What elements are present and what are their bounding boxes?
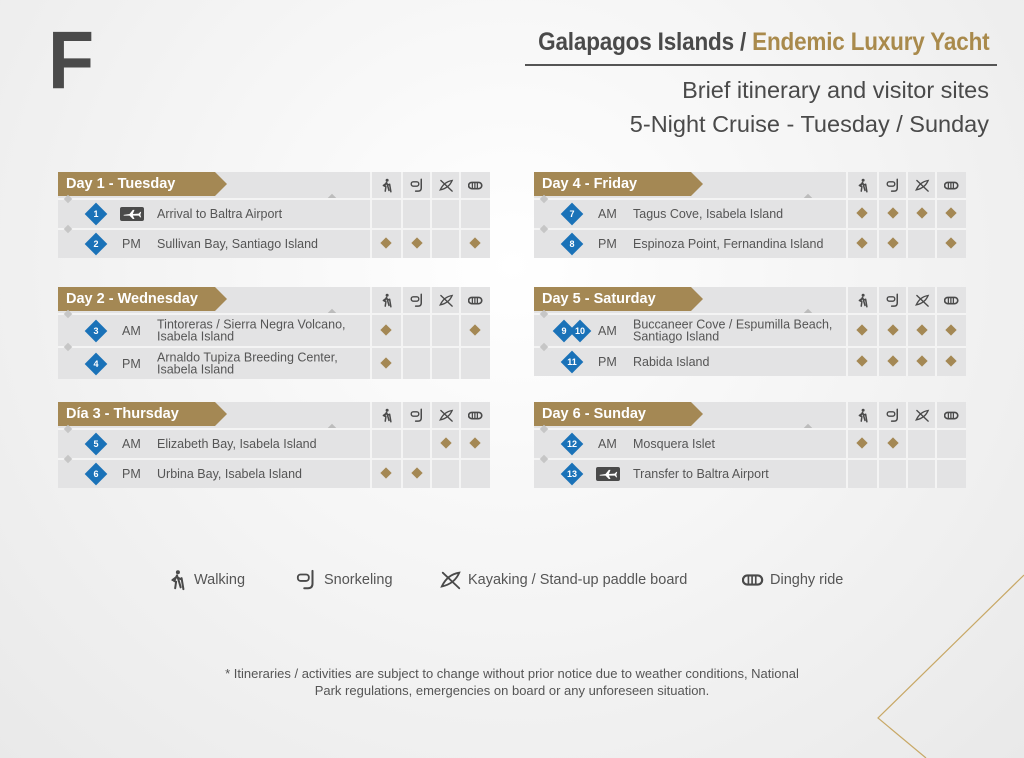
walking-icon	[848, 402, 876, 428]
visit-number-badge	[85, 203, 108, 226]
snorkeling-available-marker	[879, 209, 907, 217]
time-of-day: AM	[598, 207, 617, 221]
snorkeling-icon	[403, 402, 431, 428]
column-divider	[430, 172, 432, 198]
snorkeling-icon	[879, 287, 907, 313]
dinghy-icon	[937, 402, 965, 428]
airplane-icon	[120, 207, 144, 221]
visitor-site: Tintoreras / Sierra Negra Volcano, Isabela Island	[157, 317, 346, 344]
visitor-site: Buccaneer Cove / Espumilla Beach, Santiago Island	[633, 317, 833, 344]
dinghy-available-marker	[461, 439, 489, 447]
itinerary-row	[58, 458, 490, 488]
column-divider	[370, 287, 372, 313]
kayaking-icon	[432, 287, 460, 313]
column-divider	[846, 172, 848, 198]
walking-available-marker	[848, 209, 876, 217]
itinerary-row	[58, 313, 490, 346]
column-divider	[370, 430, 372, 458]
subtitle-itinerary: Brief itinerary and visitor sites	[682, 77, 989, 103]
kayaking-icon	[432, 402, 460, 428]
kayaking-available-marker	[908, 357, 936, 365]
visit-number: 1	[93, 209, 99, 219]
itinerary-row	[58, 428, 490, 458]
column-divider	[401, 348, 403, 379]
column-divider	[877, 460, 879, 488]
dinghy-icon	[937, 172, 965, 198]
visitor-site: Rabida Island	[633, 354, 710, 369]
time-of-day: AM	[122, 437, 141, 451]
snorkeling-available-marker	[879, 357, 907, 365]
itinerary-row	[58, 198, 490, 228]
column-divider	[430, 315, 432, 346]
time-of-day: PM	[122, 467, 141, 481]
column-divider	[846, 287, 848, 313]
column-divider	[459, 348, 461, 379]
column-divider	[430, 200, 432, 228]
day-header	[534, 172, 966, 198]
visit-number: 8	[569, 239, 575, 249]
time-of-day: AM	[598, 323, 617, 338]
dinghy-available-marker	[461, 239, 489, 247]
kayaking-icon	[908, 172, 936, 198]
visit-number-badge	[561, 233, 584, 256]
column-divider	[846, 460, 848, 488]
airplane-icon	[596, 467, 620, 481]
time-of-day: PM	[122, 356, 141, 371]
kayaking-icon	[908, 287, 936, 313]
dinghy-icon	[742, 569, 764, 591]
visit-number-badge	[85, 319, 108, 342]
day-header	[58, 402, 490, 428]
disclaimer-line-1: * Itineraries / activities are subject to change without prior notice due to weather conditions, National	[225, 666, 799, 681]
visit-number: 9	[561, 325, 567, 336]
walking-available-marker	[848, 326, 876, 334]
walking-available-marker	[372, 359, 400, 367]
itinerary-row	[534, 458, 966, 488]
walking-icon	[848, 287, 876, 313]
column-divider	[401, 200, 403, 228]
visit-number: 5	[93, 439, 99, 449]
visit-number-badge	[561, 351, 584, 374]
visitor-site: Sullivan Bay, Santiago Island	[157, 236, 318, 251]
itinerary-row	[534, 346, 966, 376]
snorkeling-icon	[403, 172, 431, 198]
column-divider	[370, 200, 372, 228]
day-panel	[534, 287, 966, 376]
column-divider	[846, 402, 848, 428]
column-divider	[906, 287, 908, 313]
legend-snorkeling-label: Snorkeling	[324, 572, 393, 588]
walking-icon	[166, 569, 188, 591]
day-title: Day 4 - Friday	[534, 172, 691, 196]
snorkeling-icon	[296, 569, 318, 591]
kayaking-icon	[908, 402, 936, 428]
snorkeling-available-marker	[879, 439, 907, 447]
day-panel	[58, 172, 490, 258]
itinerary-row	[58, 228, 490, 258]
visitor-site: Urbina Bay, Isabela Island	[157, 466, 302, 481]
day-title: Day 2 - Wednesday	[58, 287, 215, 311]
column-divider	[430, 402, 432, 428]
visitor-site: Arrival to Baltra Airport	[157, 206, 283, 221]
snorkeling-available-marker	[879, 326, 907, 334]
time-of-day: AM	[122, 323, 141, 338]
visit-number-badge	[85, 233, 108, 256]
day-header	[58, 287, 490, 313]
visit-number-badge	[561, 433, 584, 456]
itinerary-row	[534, 228, 966, 258]
legend-kayaking-label: Kayaking / Stand-up paddle board	[468, 572, 688, 588]
dinghy-available-marker	[937, 239, 965, 247]
visitor-site: Tagus Cove, Isabela Island	[633, 206, 784, 221]
walking-icon	[372, 287, 400, 313]
legend-dinghy-label: Dinghy ride	[770, 572, 844, 588]
column-divider	[459, 172, 461, 198]
snorkeling-icon	[879, 402, 907, 428]
snorkeling-icon	[879, 172, 907, 198]
walking-available-marker	[848, 357, 876, 365]
disclaimer	[150, 665, 874, 699]
visit-number-badge	[85, 352, 108, 375]
visit-number: 13	[566, 469, 577, 479]
legend-dinghy	[742, 568, 843, 592]
day-panel	[534, 172, 966, 258]
dinghy-icon	[461, 402, 489, 428]
dinghy-icon	[937, 287, 965, 313]
time-of-day: PM	[598, 237, 617, 251]
kayaking-icon	[432, 172, 460, 198]
legend-snorkeling	[296, 568, 393, 592]
column-divider	[935, 460, 937, 488]
dinghy-icon	[461, 172, 489, 198]
column-divider	[370, 172, 372, 198]
day-panel	[58, 402, 490, 488]
column-divider	[906, 172, 908, 198]
header-divider	[525, 64, 997, 66]
column-divider	[459, 287, 461, 313]
snorkeling-available-marker	[403, 239, 431, 247]
snorkeling-available-marker	[403, 469, 431, 477]
visit-number: 7	[569, 209, 575, 219]
dinghy-icon	[461, 287, 489, 313]
dinghy-available-marker	[937, 357, 965, 365]
column-divider	[935, 430, 937, 458]
decorative-gold-lines	[870, 565, 1024, 758]
column-divider	[877, 287, 879, 313]
walking-available-marker	[372, 326, 400, 334]
day-header	[58, 172, 490, 198]
day-title: Día 3 - Thursday	[58, 402, 215, 426]
itinerary-row	[534, 313, 966, 346]
column-divider	[877, 172, 879, 198]
column-divider	[459, 460, 461, 488]
visitor-site: Arnaldo Tupiza Breeding Center, Isabela Island	[157, 350, 338, 377]
visitor-site: Transfer to Baltra Airport	[633, 466, 769, 481]
visitor-site: Espinoza Point, Fernandina Island	[633, 236, 824, 251]
time-of-day: AM	[598, 437, 617, 451]
legend-walking-label: Walking	[194, 572, 246, 588]
walking-icon	[372, 172, 400, 198]
walking-icon	[372, 402, 400, 428]
title-yacht: Endemic Luxury Yacht	[751, 28, 989, 56]
disclaimer-line-2: Park regulations, emergencies on board or any unforeseen situation.	[314, 683, 710, 698]
column-divider	[430, 287, 432, 313]
title-destination: Galapagos Islands /	[537, 28, 752, 56]
column-divider	[401, 430, 403, 458]
walking-available-marker	[372, 239, 400, 247]
visit-number: 10	[574, 325, 585, 336]
snorkeling-icon	[403, 287, 431, 313]
itinerary-row	[58, 346, 490, 379]
dinghy-available-marker	[461, 326, 489, 334]
day-title: Day 1 - Tuesday	[58, 172, 215, 196]
day-panel	[58, 287, 490, 379]
legend-walking	[166, 568, 245, 592]
column-divider	[401, 315, 403, 346]
column-divider	[906, 460, 908, 488]
kayaking-available-marker	[432, 439, 460, 447]
visit-number-badge	[569, 319, 592, 342]
walking-icon	[848, 172, 876, 198]
column-divider	[877, 402, 879, 428]
column-divider	[401, 172, 403, 198]
visit-number-badge	[85, 463, 108, 486]
column-divider	[430, 348, 432, 379]
legend-kayaking	[440, 568, 687, 592]
visit-number: 12	[566, 439, 577, 449]
visit-number: 11	[567, 357, 577, 367]
dinghy-available-marker	[937, 209, 965, 217]
walking-available-marker	[848, 239, 876, 247]
column-divider	[459, 402, 461, 428]
day-panel	[534, 402, 966, 488]
kayaking-available-marker	[908, 209, 936, 217]
visit-number-badge	[85, 433, 108, 456]
visit-number: 6	[93, 469, 99, 479]
kayaking-icon	[440, 569, 462, 591]
day-header	[534, 402, 966, 428]
walking-available-marker	[848, 439, 876, 447]
day-header	[534, 287, 966, 313]
brochure-letter: F	[48, 15, 95, 106]
itinerary-row	[534, 428, 966, 458]
day-title: Day 6 - Sunday	[534, 402, 691, 426]
kayaking-available-marker	[908, 326, 936, 334]
walking-available-marker	[372, 469, 400, 477]
visitor-site: Elizabeth Bay, Isabela Island	[157, 436, 317, 451]
visit-number-badge	[561, 463, 584, 486]
visitor-site: Mosquera Islet	[633, 436, 715, 451]
time-of-day: PM	[598, 355, 617, 369]
column-divider	[401, 287, 403, 313]
time-of-day: PM	[122, 237, 141, 251]
subtitle-cruise: 5-Night Cruise - Tuesday / Sunday	[629, 111, 989, 137]
day-title: Day 5 - Saturday	[534, 287, 691, 311]
page-title	[538, 28, 989, 57]
snorkeling-available-marker	[879, 239, 907, 247]
visit-number: 3	[93, 325, 99, 336]
visit-number: 4	[93, 358, 99, 369]
itinerary-row	[534, 198, 966, 228]
column-divider	[906, 402, 908, 428]
column-divider	[935, 287, 937, 313]
visit-number-badge	[561, 203, 584, 226]
column-divider	[935, 172, 937, 198]
column-divider	[935, 402, 937, 428]
dinghy-available-marker	[937, 326, 965, 334]
visit-number: 2	[93, 239, 99, 249]
column-divider	[459, 200, 461, 228]
column-divider	[401, 402, 403, 428]
column-divider	[370, 402, 372, 428]
